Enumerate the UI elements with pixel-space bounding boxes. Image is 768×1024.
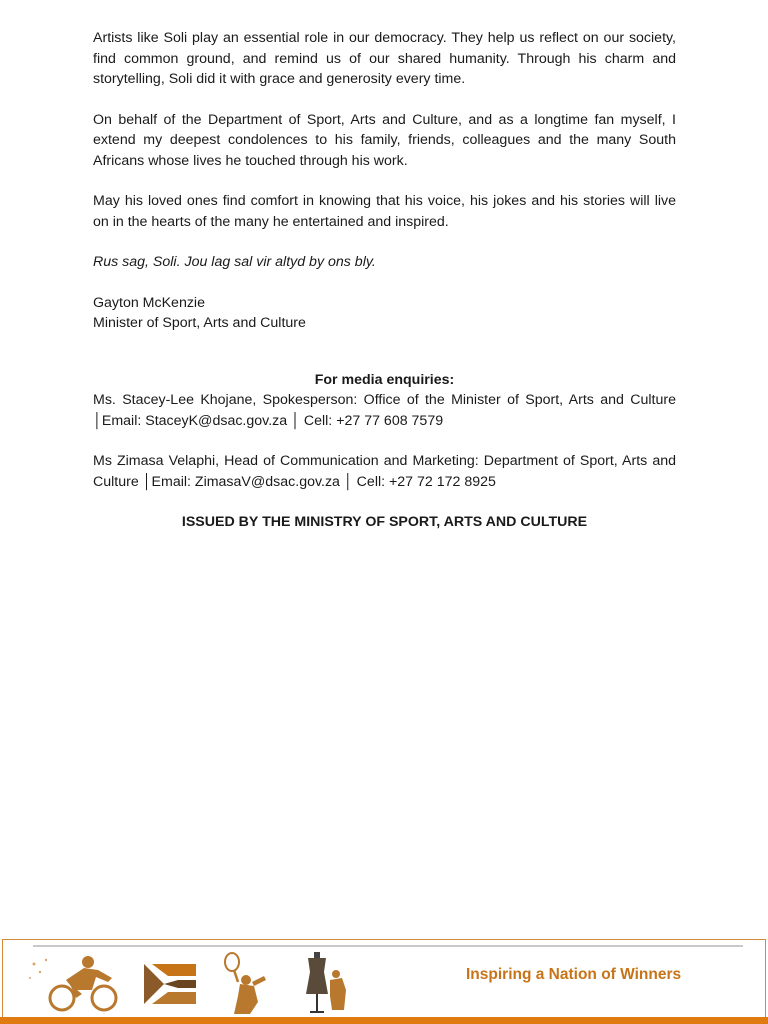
signatory-title: Minister of Sport, Arts and Culture	[93, 315, 306, 331]
document-body	[93, 28, 676, 533]
footer-slogan: Inspiring a Nation of Winners	[466, 966, 682, 983]
media-contact-1: Ms. Stacey-Lee Khojane, Spokesperson: Office of the Minister of Sport, Arts and Culture │Email: StaceyK@dsac.gov.za │ Cell: +27 77 608 7579	[93, 392, 676, 429]
flag-icon	[144, 964, 196, 1004]
closing-farewell: Rus sag, Soli. Jou lag sal vir altyd by ons bly.	[93, 254, 376, 270]
paragraph-1: Artists like Soli play an essential role in our democracy. They help us reflect on our society, find common ground, and remind us of our shared humanity. Through his charm and storytelling, Soli did it with grace and generosity every time.	[93, 30, 676, 87]
paragraph-2: On behalf of the Department of Sport, Arts and Culture, and as a longtime fan myself, I extend my deepest condolences to his family, friends, colleagues and the many South Africans whose lives he touched through his work.	[93, 111, 676, 169]
footer-divider	[33, 945, 743, 947]
wheelchair-athlete-icon	[26, 950, 126, 1014]
signatory-name: Gayton McKenzie	[93, 294, 205, 311]
footer-accent-bar	[0, 1017, 768, 1024]
issued-by-line: ISSUED BY THE MINISTRY OF SPORT, ARTS AND CULTURE	[181, 514, 588, 530]
tennis-player-icon	[214, 950, 270, 1016]
media-contact-2: Ms Zimasa Velaphi, Head of Communication and Marketing: Department of Sport, Arts and Culture │Email: ZimasaV@dsac.gov.za │ Cell: +27 72 172 8925	[93, 453, 676, 490]
media-enquiries-heading: For media enquiries:	[314, 371, 455, 388]
paragraph-3: May his loved ones find comfort in knowing that his voice, his jokes and his stories will live on in the hearts of the many he entertained and inspired.	[93, 193, 676, 230]
dress-mannequin-icon	[300, 950, 350, 1016]
